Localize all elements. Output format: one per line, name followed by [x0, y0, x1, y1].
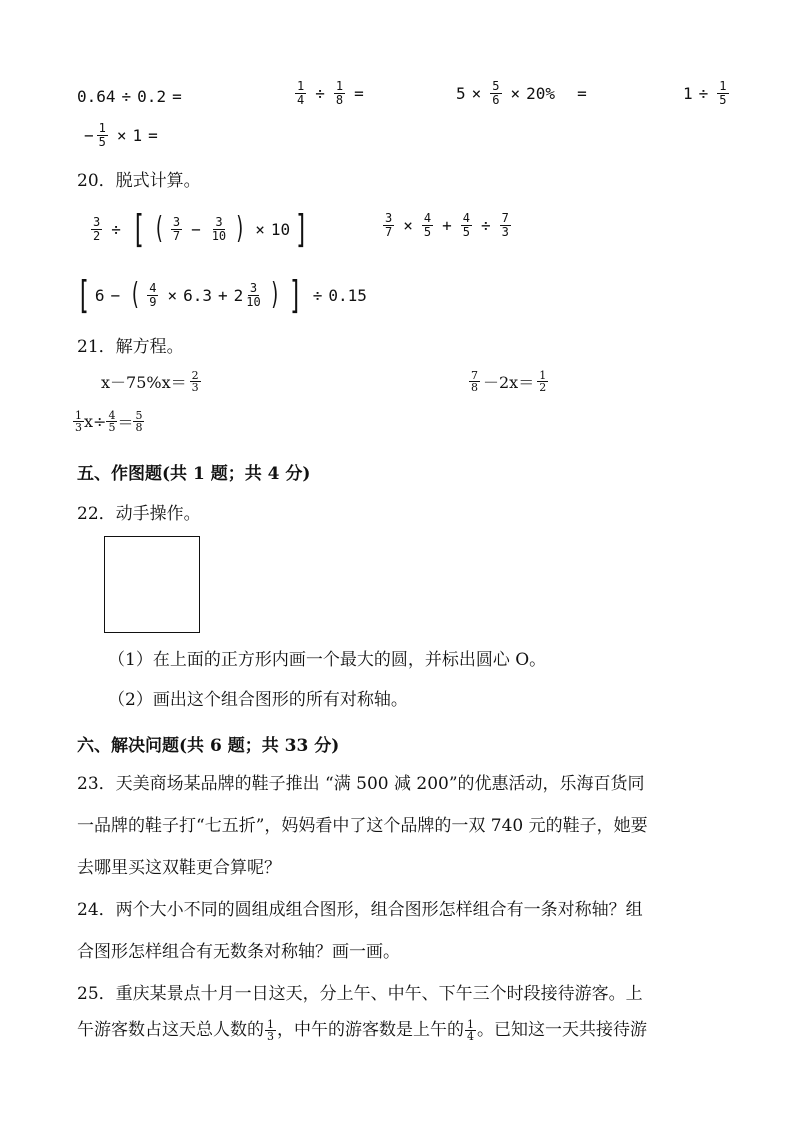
fraction: $\frac{5}{6}$ [492, 79, 500, 107]
divide-sign: ÷ [121, 87, 132, 106]
fraction: $\frac{5}{8}$ [135, 409, 143, 434]
left-bracket: [ [131, 207, 146, 251]
equation-text: －2x＝ [483, 373, 535, 392]
times-sign: × [255, 219, 265, 239]
times-sign: × [403, 216, 413, 235]
question-21-title: 21．解方程。 [77, 337, 184, 357]
fraction: $\frac{2}{3}$ [191, 369, 199, 394]
times-sign: × [116, 126, 127, 145]
question-23-line-1: 23．天美商场某品牌的鞋子推出 “满 500 减 200”的优惠活动，乐海百货同 [77, 774, 645, 794]
right-paren: ) [234, 211, 246, 246]
question-23-line-3: 去哪里买这双鞋更合算呢？ [77, 858, 281, 878]
divide-sign: ÷ [698, 84, 709, 103]
question-22-step-2: （2）画出这个组合图形的所有对称轴。 [108, 690, 408, 710]
section-6-heading: 六、解决问题(共 6 题；共 33 分) [77, 736, 340, 756]
equation-text: x－75%x＝ [101, 373, 187, 392]
fraction: $\frac{3}{7}$ [172, 214, 181, 243]
divide-sign: ÷ [480, 216, 491, 235]
number: 10 [270, 219, 291, 239]
equation-21-3 [73, 410, 144, 433]
right-bracket: ] [288, 273, 303, 317]
fraction: $\frac{1}{3}$ [75, 409, 82, 434]
question-24-line-2: 合图形怎样组合有无数条对称轴？画一画。 [77, 942, 400, 962]
question-22-title: 22．动手操作。 [77, 504, 201, 524]
left-bracket: [ [76, 273, 91, 317]
minus-sign: − [191, 219, 201, 239]
equation-21-1 [101, 370, 204, 393]
divide-sign: ÷ [312, 285, 323, 305]
equals-sign: ＝ [117, 413, 134, 432]
question-25-line-1: 25．重庆某景点十月一日这天，分上午、中午、下午三个时段接待游客。上 [77, 984, 643, 1004]
equation-21-2 [466, 370, 551, 393]
fraction: $\frac{1}{8}$ [335, 79, 344, 107]
fraction: $\frac{3}{10}$ [211, 214, 227, 243]
square-figure [104, 536, 200, 633]
section-5-heading: 五、作图题(共 1 题；共 4 分) [77, 464, 311, 484]
plus-sign: + [442, 216, 452, 235]
question-23-line-2: 一品牌的鞋子打“七五折”，妈妈看中了这个品牌的一双 740 元的鞋子，她要 [77, 816, 648, 836]
calc-20-1 [88, 207, 313, 251]
text: 午游客数占这天总人数的 [77, 1020, 264, 1040]
number: 1 [683, 84, 693, 103]
question-24-line-1: 24．两个大小不同的圆组成组合图形，组合图形怎样组合有一条对称轴？组 [77, 900, 643, 920]
minus-sign: − [84, 126, 94, 145]
calc-4-continued [84, 122, 164, 149]
equals-sign: = [354, 84, 364, 103]
text: ，中午的游客数是上午的 [277, 1020, 464, 1040]
number: 0.64 [77, 87, 116, 106]
number: 0.15 [328, 285, 367, 305]
question-20-title: 20．脱式计算。 [77, 171, 201, 191]
fraction: $\frac{1}{4}$ [467, 1017, 474, 1043]
fraction: $\frac{4}{9}$ [149, 280, 157, 309]
mixed-number: 2 $\frac{3}{10}$ [233, 280, 261, 309]
number: 20% [526, 84, 556, 103]
right-paren: ) [269, 277, 281, 312]
calc-20-2 [380, 212, 514, 239]
fraction: $\frac{4}{5}$ [108, 409, 116, 434]
number: 0.2 [137, 87, 167, 106]
equals-sign: = [577, 84, 587, 103]
calc-20-3 [72, 273, 367, 317]
calc-4 [683, 80, 732, 107]
fraction: $\frac{3}{7}$ [385, 211, 393, 239]
right-bracket: ] [294, 207, 309, 251]
number: 6 [94, 285, 105, 305]
fraction: $\frac{4}{5}$ [423, 211, 432, 239]
fraction: $\frac{1}{2}$ [539, 369, 547, 394]
plus-sign: + [218, 285, 228, 305]
calc-3 [456, 80, 587, 107]
calc-1 [77, 87, 188, 106]
fraction: $\frac{1}{4}$ [297, 79, 305, 107]
text: 。已知这一天共接待游 [477, 1020, 647, 1040]
times-sign: × [167, 285, 178, 305]
number: 5 [456, 84, 466, 103]
equals-sign: = [148, 126, 158, 145]
times-sign: × [471, 84, 482, 103]
fraction: $\frac{1}{5}$ [98, 121, 106, 149]
times-sign: × [510, 84, 521, 103]
equals-sign: = [172, 87, 182, 106]
fraction: $\frac{1}{5}$ [719, 79, 727, 107]
fraction: $\frac{4}{5}$ [462, 211, 470, 239]
minus-sign: − [110, 285, 121, 305]
fraction: $\frac{1}{3}$ [267, 1017, 274, 1043]
calc-2 [292, 80, 370, 107]
fraction: $\frac{7}{8}$ [471, 369, 478, 394]
number: 6.3 [183, 285, 213, 305]
question-25-line-2 [77, 1018, 647, 1042]
fraction: $\frac{7}{3}$ [501, 211, 509, 239]
question-22-step-1: （1）在上面的正方形内画一个最大的圆，并标出圆心 O。 [108, 650, 547, 670]
divide-sign: ÷ [315, 84, 325, 103]
equation-text: x÷ [84, 412, 107, 431]
number: 1 [132, 126, 143, 145]
left-paren: ( [129, 277, 141, 312]
divide-sign: ÷ [111, 219, 121, 239]
left-paren: ( [153, 211, 165, 246]
fraction: $\frac{3}{2}$ [93, 214, 101, 243]
